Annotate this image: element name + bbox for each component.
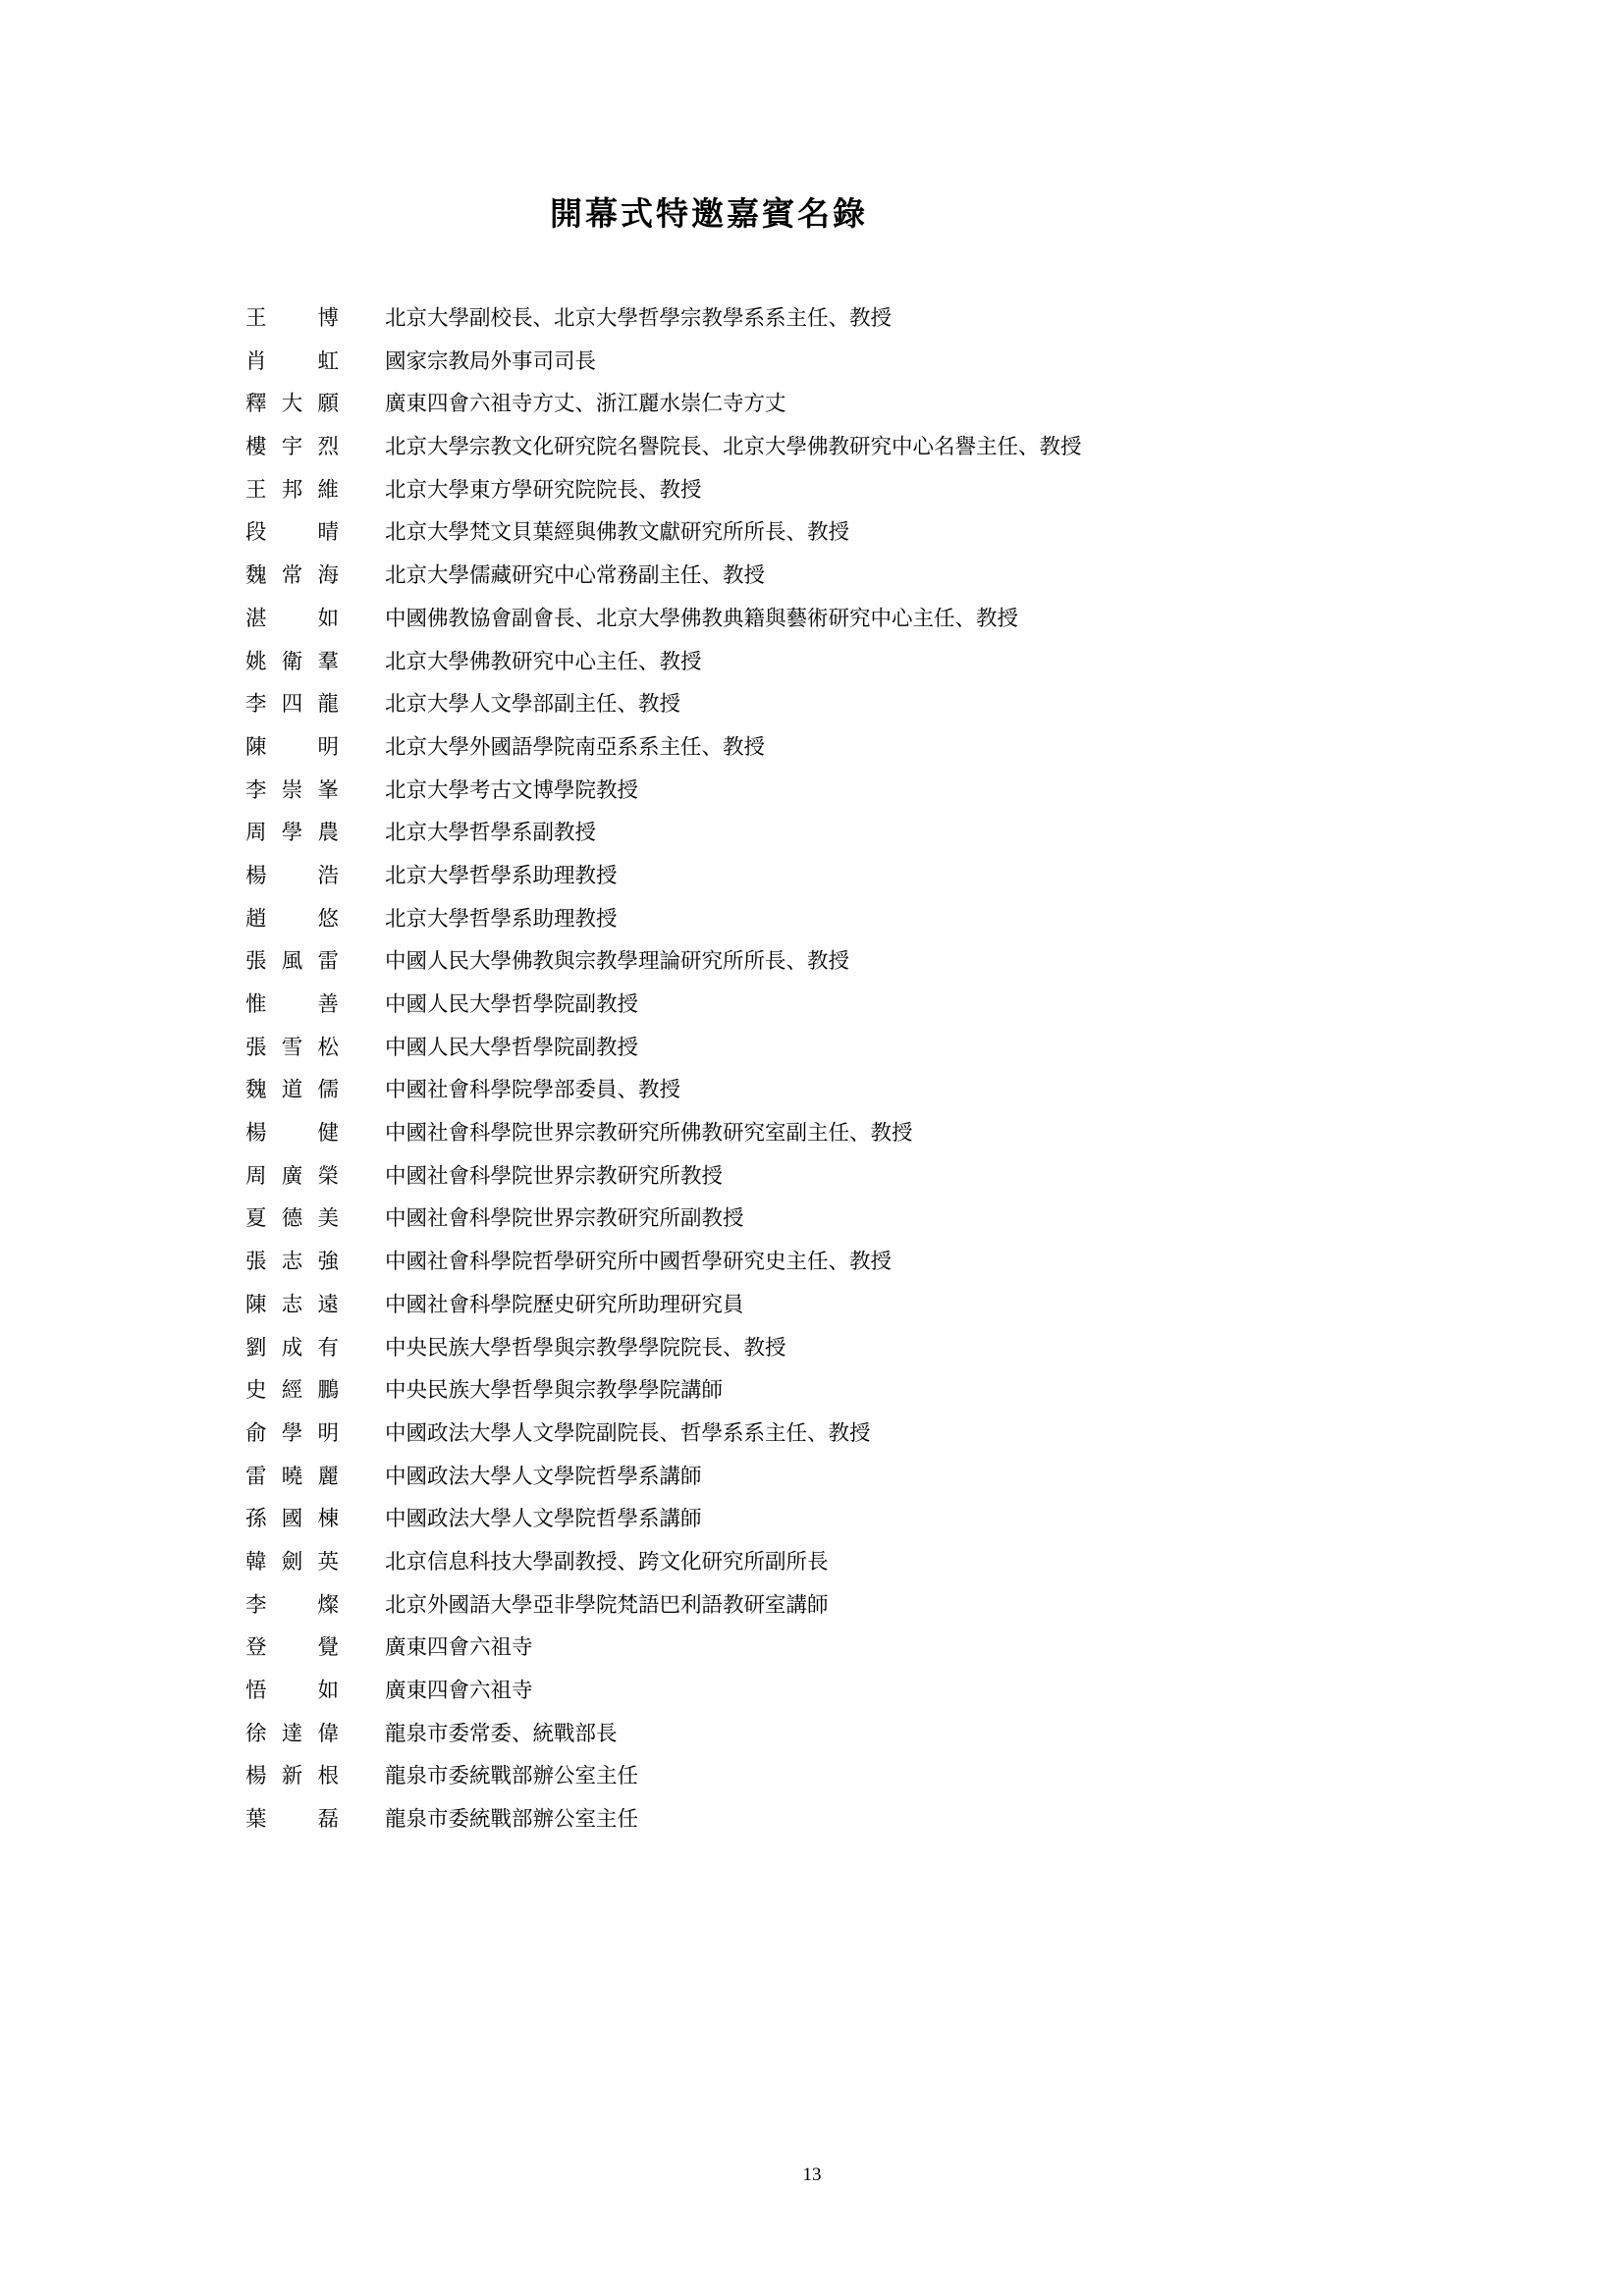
guest-name — [245, 812, 339, 855]
guest-name-char: 海 — [317, 563, 339, 588]
guest-row — [245, 1713, 1082, 1756]
guest-name-char: 肖 — [245, 348, 267, 373]
guest-name-char: 峯 — [317, 777, 339, 802]
guest-row — [245, 726, 1082, 770]
guest-affiliation: 中國社會科學院世界宗教研究所教授 — [385, 1163, 724, 1188]
guest-name — [245, 1755, 339, 1798]
guest-row — [245, 855, 1082, 898]
guest-name-char: 張 — [245, 1035, 267, 1059]
guest-name — [245, 1627, 339, 1670]
guest-affiliation: 中國社會科學院世界宗教研究所佛教研究室副主任、教授 — [385, 1121, 913, 1146]
guest-name-char: 麗 — [317, 1464, 339, 1488]
guest-affiliation: 中國政法大學人文學院副院長、哲學系系主任、教授 — [385, 1420, 871, 1445]
guest-name-char: 周 — [245, 1163, 267, 1188]
guest-name-char: 孫 — [245, 1507, 267, 1531]
guest-name-char: 願 — [317, 392, 339, 416]
guest-row — [245, 1241, 1082, 1284]
guest-row — [245, 641, 1082, 684]
guest-affiliation: 北京大學外國語學院南亞系系主任、教授 — [385, 734, 766, 759]
guest-name-char: 曉 — [281, 1464, 303, 1488]
guest-name-char: 俞 — [245, 1420, 267, 1445]
guest-row — [245, 1284, 1082, 1327]
guest-row — [245, 1112, 1082, 1155]
guest-row — [245, 383, 1082, 426]
guest-affiliation: 中國政法大學人文學院哲學系講師 — [385, 1464, 702, 1488]
guest-affiliation: 中央民族大學哲學與宗教學學院院長、教授 — [385, 1335, 786, 1360]
guest-row — [245, 940, 1082, 984]
guest-name — [245, 511, 339, 555]
guest-name — [245, 598, 339, 641]
guest-row — [245, 426, 1082, 469]
guest-affiliation: 北京大學哲學系副教授 — [385, 821, 597, 845]
guest-name — [245, 555, 339, 598]
guest-row — [245, 898, 1082, 941]
guest-affiliation: 中國社會科學院學部委員、教授 — [385, 1078, 681, 1102]
guest-name-char: 魏 — [245, 563, 267, 588]
guest-name — [245, 1798, 339, 1842]
guest-row — [245, 1456, 1082, 1499]
guest-row — [245, 1498, 1082, 1541]
guest-affiliation: 北京大學考古文博學院教授 — [385, 777, 639, 802]
guest-name — [245, 1112, 339, 1155]
guest-affiliation: 北京大學梵文貝葉經與佛教文獻研究所所長、教授 — [385, 520, 850, 545]
guest-name-char: 雷 — [245, 1464, 267, 1488]
guest-row — [245, 1413, 1082, 1456]
guest-name-char: 邦 — [281, 477, 303, 502]
guest-name-char: 如 — [317, 1679, 339, 1702]
guest-affiliation: 中央民族大學哲學與宗教學學院講師 — [385, 1378, 724, 1403]
guest-name — [245, 297, 339, 341]
guest-name-char: 王 — [245, 306, 267, 330]
guest-row — [245, 1541, 1082, 1584]
guest-affiliation: 龍泉市委統戰部辦公室主任 — [385, 1764, 639, 1789]
guest-name-char: 常 — [281, 563, 303, 588]
guest-row — [245, 1027, 1082, 1070]
guest-name — [245, 1069, 339, 1112]
guest-name-char: 葉 — [245, 1807, 267, 1832]
guest-name-char: 惟 — [245, 992, 267, 1016]
guest-name-char: 陳 — [245, 1292, 267, 1316]
guest-name-char: 大 — [281, 392, 303, 416]
guest-row — [245, 341, 1082, 384]
guest-affiliation: 北京大學副校長、北京大學哲學宗教學系系主任、教授 — [385, 306, 893, 330]
guest-name-char: 徐 — [245, 1721, 267, 1745]
guest-name-char: 陳 — [245, 734, 267, 759]
guest-name-char: 劍 — [281, 1549, 303, 1574]
guest-name — [245, 1670, 339, 1713]
page-number: 13 — [802, 2164, 822, 2185]
guest-name — [245, 1456, 339, 1499]
guest-name — [245, 426, 339, 469]
guest-name-char: 國 — [281, 1507, 303, 1531]
guest-affiliation: 中國人民大學哲學院副教授 — [385, 992, 639, 1016]
guest-row — [245, 984, 1082, 1027]
guest-name-char: 學 — [281, 1420, 303, 1445]
guest-row — [245, 1198, 1082, 1241]
guest-name — [245, 1713, 339, 1756]
guest-name-char: 李 — [245, 777, 267, 802]
guest-name-char: 新 — [281, 1764, 303, 1789]
guest-name-char: 虹 — [317, 348, 339, 373]
guest-name-char: 韓 — [245, 1549, 267, 1574]
guest-row — [245, 598, 1082, 641]
guest-affiliation: 龍泉市委常委、統戰部長 — [385, 1721, 618, 1745]
guest-name — [245, 1369, 339, 1413]
guest-affiliation: 北京大學人文學部副主任、教授 — [385, 692, 681, 717]
guest-name-char: 偉 — [317, 1721, 339, 1745]
guest-name-char: 成 — [281, 1335, 303, 1360]
guest-name — [245, 1198, 339, 1241]
guest-row — [245, 812, 1082, 855]
guest-name — [245, 726, 339, 770]
guest-affiliation: 廣東四會六祖寺方丈、浙江麗水崇仁寺方丈 — [385, 392, 786, 416]
guest-row — [245, 1327, 1082, 1370]
guest-name-char: 王 — [245, 477, 267, 502]
guest-name-char: 如 — [317, 606, 339, 630]
guest-name-char: 史 — [245, 1378, 267, 1403]
guest-name-char: 覺 — [317, 1635, 339, 1660]
guest-row — [245, 555, 1082, 598]
guest-name — [245, 1584, 339, 1628]
guest-name-char: 磊 — [317, 1807, 339, 1832]
guest-name-char: 登 — [245, 1635, 267, 1660]
guest-list — [245, 297, 1082, 1842]
guest-row — [245, 511, 1082, 555]
guest-name-char: 明 — [317, 734, 339, 759]
guest-name — [245, 855, 339, 898]
guest-name-char: 明 — [317, 1420, 339, 1445]
guest-name-char: 樓 — [245, 435, 267, 459]
guest-name-char: 儒 — [317, 1078, 339, 1102]
guest-row — [245, 1627, 1082, 1670]
guest-name — [245, 383, 339, 426]
guest-name-char: 夏 — [245, 1206, 267, 1231]
guest-name-char: 湛 — [245, 606, 267, 630]
guest-name-char: 四 — [281, 692, 303, 717]
guest-name-char: 有 — [317, 1335, 339, 1360]
guest-row — [245, 469, 1082, 512]
guest-name-char: 農 — [317, 821, 339, 845]
guest-affiliation: 國家宗教局外事司司長 — [385, 348, 597, 373]
guest-name — [245, 1284, 339, 1327]
guest-name-char: 達 — [281, 1721, 303, 1745]
guest-name-char: 龍 — [317, 692, 339, 717]
guest-name-char: 崇 — [281, 777, 303, 802]
guest-name — [245, 469, 339, 512]
guest-name-char: 博 — [317, 306, 339, 330]
guest-affiliation: 北京大學儒藏研究中心常務副主任、教授 — [385, 563, 766, 588]
guest-row — [245, 1584, 1082, 1628]
guest-row — [245, 297, 1082, 341]
guest-name-char: 羣 — [317, 649, 339, 673]
guest-name-char: 善 — [317, 992, 339, 1016]
guest-name-char: 悟 — [245, 1679, 267, 1702]
guest-name-char: 鵬 — [317, 1378, 339, 1403]
guest-row — [245, 1670, 1082, 1713]
guest-name-char: 松 — [317, 1035, 339, 1059]
guest-name — [245, 1327, 339, 1370]
guest-name-char: 強 — [317, 1250, 339, 1274]
guest-name-char: 晴 — [317, 520, 339, 545]
guest-name-char: 學 — [281, 821, 303, 845]
guest-name-char: 魏 — [245, 1078, 267, 1102]
guest-affiliation: 北京大學東方學研究院院長、教授 — [385, 477, 702, 502]
guest-row — [245, 1755, 1082, 1798]
guest-name-char: 衛 — [281, 649, 303, 673]
guest-name-char: 遠 — [317, 1292, 339, 1316]
guest-affiliation: 中國人民大學哲學院副教授 — [385, 1035, 639, 1059]
guest-name — [245, 1155, 339, 1199]
guest-name-char: 維 — [317, 477, 339, 502]
guest-affiliation: 龍泉市委統戰部辦公室主任 — [385, 1807, 639, 1832]
guest-row — [245, 1369, 1082, 1413]
guest-affiliation: 廣東四會六祖寺 — [385, 1635, 533, 1660]
guest-name-char: 雷 — [317, 949, 339, 974]
guest-row — [245, 683, 1082, 726]
guest-name-char: 風 — [281, 949, 303, 974]
page-title: 開幕式特邀嘉賓名錄 — [550, 197, 868, 233]
guest-name — [245, 1241, 339, 1284]
guest-row — [245, 1155, 1082, 1199]
guest-name-char: 段 — [245, 520, 267, 545]
guest-name-char: 德 — [281, 1206, 303, 1231]
guest-name — [245, 770, 339, 813]
guest-name-char: 廣 — [281, 1163, 303, 1188]
guest-row — [245, 1069, 1082, 1112]
guest-name — [245, 1498, 339, 1541]
guest-name — [245, 1541, 339, 1584]
guest-affiliation: 中國社會科學院哲學研究所中國哲學研究史主任、教授 — [385, 1250, 893, 1274]
guest-name — [245, 1027, 339, 1070]
guest-name-char: 根 — [317, 1764, 339, 1789]
guest-affiliation: 北京大學哲學系助理教授 — [385, 863, 618, 887]
guest-name-char: 李 — [245, 692, 267, 717]
guest-name-char: 雪 — [281, 1035, 303, 1059]
guest-name-char: 趙 — [245, 906, 267, 931]
guest-name — [245, 898, 339, 941]
guest-name-char: 英 — [317, 1549, 339, 1574]
guest-name-char: 周 — [245, 821, 267, 845]
guest-affiliation: 北京信息科技大學副教授、跨文化研究所副所長 — [385, 1549, 829, 1574]
guest-name-char: 棟 — [317, 1507, 339, 1531]
guest-name-char: 楊 — [245, 1121, 267, 1146]
guest-affiliation: 廣東四會六祖寺 — [385, 1679, 533, 1702]
guest-name — [245, 984, 339, 1027]
guest-name-char: 健 — [317, 1121, 339, 1146]
guest-name-char: 劉 — [245, 1335, 267, 1360]
guest-name-char: 李 — [245, 1592, 267, 1617]
guest-name-char: 張 — [245, 949, 267, 974]
guest-name-char: 烈 — [317, 435, 339, 459]
guest-affiliation: 北京大學佛教研究中心主任、教授 — [385, 649, 702, 673]
guest-name-char: 美 — [317, 1206, 339, 1231]
guest-affiliation: 中國社會科學院歷史研究所助理研究員 — [385, 1292, 744, 1316]
guest-name-char: 宇 — [281, 435, 303, 459]
guest-name-char: 姚 — [245, 649, 267, 673]
guest-name-char: 張 — [245, 1250, 267, 1274]
guest-name — [245, 341, 339, 384]
guest-affiliation: 中國社會科學院世界宗教研究所副教授 — [385, 1206, 744, 1231]
guest-name — [245, 641, 339, 684]
guest-affiliation: 中國政法大學人文學院哲學系講師 — [385, 1507, 702, 1531]
guest-name-char: 志 — [281, 1250, 303, 1274]
guest-name-char: 楊 — [245, 1764, 267, 1789]
guest-name — [245, 683, 339, 726]
guest-name-char: 楊 — [245, 863, 267, 887]
guest-affiliation: 北京外國語大學亞非學院梵語巴利語教研室講師 — [385, 1592, 829, 1617]
guest-name-char: 志 — [281, 1292, 303, 1316]
guest-name-char: 燦 — [317, 1592, 339, 1617]
guest-name — [245, 940, 339, 984]
guest-name — [245, 1413, 339, 1456]
guest-affiliation: 中國人民大學佛教與宗教學理論研究所所長、教授 — [385, 949, 850, 974]
guest-name-char: 悠 — [317, 906, 339, 931]
guest-name-char: 浩 — [317, 863, 339, 887]
guest-row — [245, 770, 1082, 813]
guest-affiliation: 北京大學宗教文化研究院名譽院長、北京大學佛教研究中心名譽主任、教授 — [385, 435, 1082, 459]
guest-name-char: 榮 — [317, 1163, 339, 1188]
guest-name-char: 經 — [281, 1378, 303, 1403]
guest-affiliation: 北京大學哲學系助理教授 — [385, 906, 618, 931]
guest-affiliation: 中國佛教協會副會長、北京大學佛教典籍與藝術研究中心主任、教授 — [385, 606, 1019, 630]
guest-row — [245, 1798, 1082, 1842]
guest-name-char: 道 — [281, 1078, 303, 1102]
guest-name-char: 釋 — [245, 392, 267, 416]
